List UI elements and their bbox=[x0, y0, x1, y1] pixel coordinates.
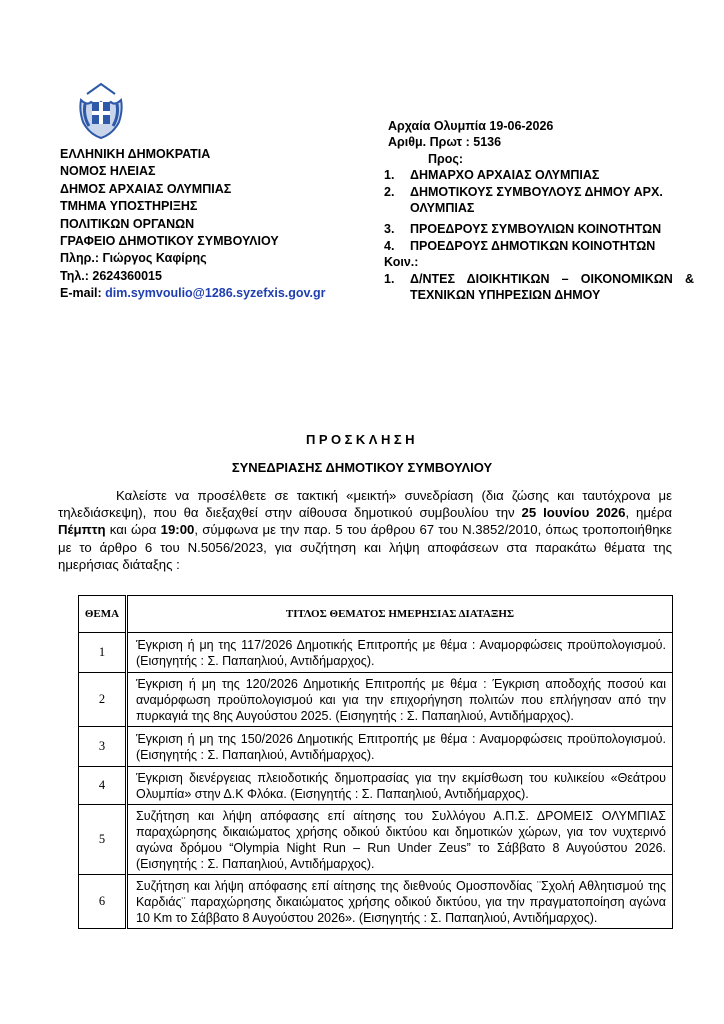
cc-item: 1. Δ/ΝΤΕΣ ΔΙΟΙΚΗΤΙΚΩΝ – ΟΙΚΟΝΟΜΙΚΩΝ & ΤΕΧΝΙΚΩΝ ΥΠΗΡΕΣΙΩΝ ΔΗΜΟΥ bbox=[384, 271, 694, 303]
topic-text: Έγκριση ή μη της 120/2026 Δημοτικής Επιτροπής με θέμα : Έγκριση αποδοχής ποσού και αναμόρφωση προϋπολογισμού και για την επιχορήγηση πολιτών που επλήγησαν από την πυρκαγιά της 8ης Αυγούστου 2025. (Εισηγητής : Σ. Παπαηλιού, Αντιδήμαρχος). bbox=[127, 673, 673, 727]
email-line bbox=[60, 285, 380, 302]
table-row bbox=[79, 767, 673, 805]
topic-number: 1 bbox=[79, 633, 127, 673]
topic-text: Έγκριση ή μη της 117/2026 Δημοτικής Επιτροπής με θέμα : Αναμορφώσεις προϋπολογισμού. (Εισηγητής : Σ. Παπαηλιού, Αντιδήμαρχος). bbox=[127, 633, 673, 673]
table-row bbox=[79, 875, 673, 929]
topic-number: 3 bbox=[79, 727, 127, 767]
header-topic-number: ΘΕΜΑ bbox=[79, 596, 127, 633]
recipient-item: 2. ΔΗΜΟΤΙΚΟΥΣ ΣΥΜΒΟΥΛΟΥΣ ΔΗΜΟΥ ΑΡΧ. ΟΛΥΜΠΙΑΣ bbox=[384, 184, 663, 216]
meeting-day: Πέμπτη bbox=[58, 522, 106, 538]
topic-number: 5 bbox=[79, 805, 127, 875]
sender-line: ΤΜΗΜΑ ΥΠΟΣΤΗΡΙΞΗΣ bbox=[60, 199, 198, 214]
topic-number: 4 bbox=[79, 767, 127, 805]
header-topic-title: ΤΙΤΛΟΣ ΘΕΜΑΤΟΣ ΗΜΕΡΗΣΙΑΣ ΔΙΑΤΑΞΗΣ bbox=[127, 596, 673, 633]
recipient-item: 1. ΔΗΜΑΡΧΟ ΑΡΧΑΙΑΣ ΟΛΥΜΠΙΑΣ bbox=[384, 168, 600, 183]
topic-text: Συζήτηση και λήψη απόφασης επί αίτησης του Συλλόγου Α.Π.Σ. ΔΡΟΜΕΙΣ ΟΛΥΜΠΙΑΣ παραχώρησης δικαιώματος χρήσης οδικού δικτύου και δημοτικών χώρων, για τον νυχτερινό αγώνα δρόμου “Olympia Night Run – Run Under Zeus” το Σάββατο 8 Αυγούστου 2026. (Εισηγητής : Σ. Παπαηλιού, Αντιδήμαρχος). bbox=[127, 805, 673, 875]
recipients-block bbox=[384, 118, 694, 303]
date-line: Αρχαία Ολυμπία 19-06-2026 bbox=[388, 119, 554, 133]
email-link[interactable]: dim.symvoulio@1286.syzefxis.gov.gr bbox=[105, 286, 326, 301]
meeting-date: 25 Ιουνίου 2026 bbox=[521, 505, 626, 521]
topic-number: 6 bbox=[79, 875, 127, 929]
contact-person: Πληρ.: Γιώργος Καφίρης bbox=[60, 251, 207, 266]
agenda-table bbox=[78, 595, 673, 929]
sender-line: ΓΡΑΦΕΙΟ ΔΗΜΟΤΙΚΟΥ ΣΥΜΒΟΥΛΙΟΥ bbox=[60, 234, 279, 249]
table-row bbox=[79, 633, 673, 673]
intro-paragraph: Καλείστε να προσέλθετε σε τακτική «μεικτή» συνεδρίαση (δια ζώσης και ταυτόχρονα με τηλεδιάσκεψη), που θα διεξαχθεί στην αίθουσα δημοτικού συμβουλίου την 25 Ιουνίου 2026, ημέρα Πέμπτη και ώρα 19:00, σύμφωνα με την παρ. 5 του άρθρου 67 του Ν.3852/2010, όπως τροποποιήθηκε με το άρθρο 6 του Ν.5056/2023, για συζήτηση και λήψη αποφάσεων στα παρακάτω θέματα της ημερήσιας διάταξης : bbox=[58, 488, 673, 572]
table-row bbox=[79, 673, 673, 727]
sender-line: ΕΛΛΗΝΙΚΗ ΔΗΜΟΚΡΑΤΙΑ bbox=[60, 147, 211, 161]
table-row bbox=[79, 727, 673, 767]
topic-text: Έγκριση ή μη της 150/2026 Δημοτικής Επιτροπής με θέμα : Αναμορφώσεις προϋπολογισμού. (Εισηγητής : Σ. Παπαηλιού, Αντιδήμαρχος). bbox=[127, 727, 673, 767]
to-label: Προς: bbox=[428, 151, 464, 166]
topic-number: 2 bbox=[79, 673, 127, 727]
document-title: ΠΡΟΣΚΛΗΣΗ bbox=[305, 432, 419, 447]
sender-line: ΝΟΜΟΣ ΗΛΕΙΑΣ bbox=[60, 164, 156, 179]
protocol-number: Αριθμ. Πρωτ : 5136 bbox=[388, 135, 502, 150]
table-header-row bbox=[79, 596, 673, 633]
meeting-time: 19:00 bbox=[160, 522, 195, 538]
topic-text: Συζήτηση και λήψη απόφασης επί αίτησης της διεθνούς Ομοσπονδίας ¨Σχολή Αθλητισμού της Καρδιάς¨ παραχώρησης δικαιώματος χρήσης οδικού δικτύου, για την πραγματοποίηση αγώνα 10 Km το Σάββατο 8 Αυγούστου 2026». (Εισηγητής : Σ. Παπαηλιού, Αντιδήμαρχος). bbox=[127, 875, 673, 929]
table-row bbox=[79, 805, 673, 875]
greek-state-emblem bbox=[75, 80, 127, 140]
sender-line: ΠΟΛΙΤΙΚΩΝ ΟΡΓΑΝΩΝ bbox=[60, 216, 195, 231]
cc-label: Κοιν.: bbox=[384, 255, 419, 270]
phone: Τηλ.: 2624360015 bbox=[60, 268, 162, 283]
topic-text: Έγκριση διενέργειας πλειοδοτικής δημοπρασίας για την εκμίσθωση του κυλικείου «Θεάτρου Ολυμπία» στην Δ.Κ Φλόκα. (Εισηγητής : Σ. Παπαηλιού, Αντιδήμαρχος). bbox=[127, 767, 673, 805]
sender-line: ΔΗΜΟΣ ΑΡΧΑΙΑΣ ΟΛΥΜΠΙΑΣ bbox=[60, 181, 232, 196]
recipient-item: 4. ΠΡΟΕΔΡΟΥΣ ΔΗΜΟΤΙΚΩΝ ΚΟΙΝΟΤΗΤΩΝ bbox=[384, 238, 656, 253]
sender-block bbox=[60, 146, 380, 303]
email-label: E-mail: bbox=[60, 286, 106, 301]
document-subtitle: ΣΥΝΕΔΡΙΑΣΗΣ ΔΗΜΟΤΙΚΟΥ ΣΥΜΒΟΥΛΙΟΥ bbox=[231, 460, 493, 475]
recipient-item: 3. ΠΡΟΕΔΡΟΥΣ ΣΥΜΒΟΥΛΙΩΝ ΚΟΙΝΟΤΗΤΩΝ bbox=[384, 222, 662, 237]
